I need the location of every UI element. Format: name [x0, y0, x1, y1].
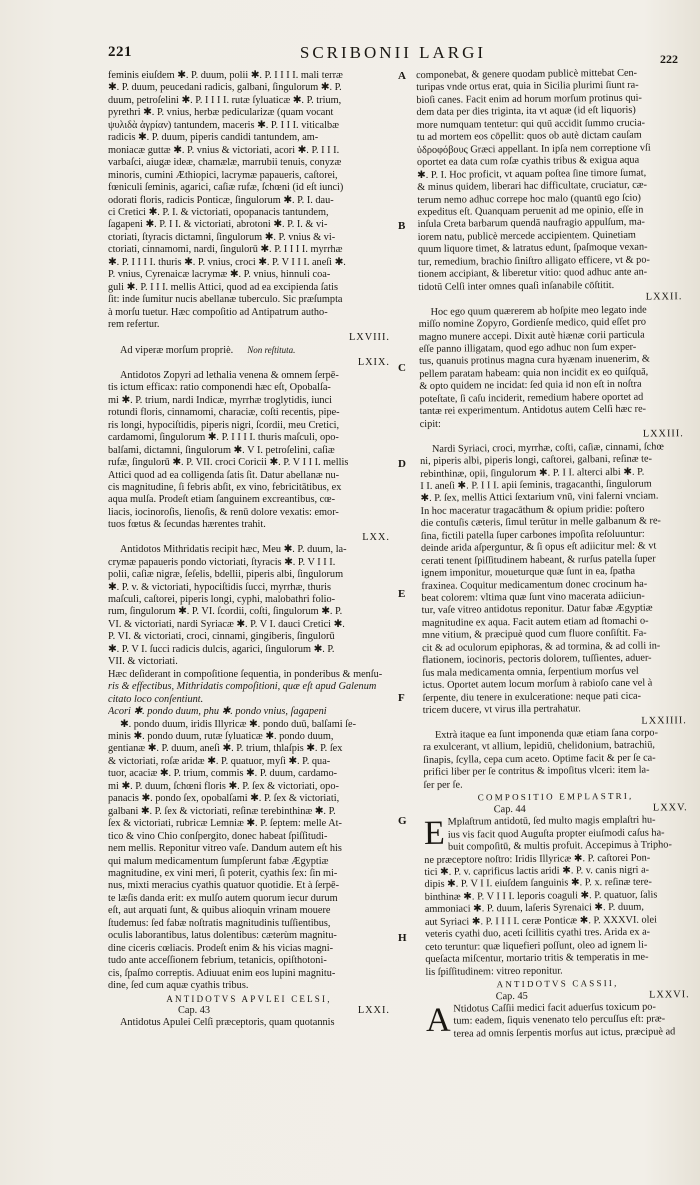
- text-line: tici ✱. P. v. caprificus lactis aridi ✱. P. v. canis nigri a-: [424, 864, 650, 878]
- text-line: citato loco conſentiunt.: [108, 693, 204, 705]
- text-line: poteſtate, ſi caſu inciderit, remedium habere oportet ad: [419, 391, 644, 405]
- text-line: Nardi Syriaci, croci, myrrhæ, coſti, caſiæ, cinnami, ſchœ: [431, 441, 664, 455]
- text-line: Antidotos Mithridatis recipit hæc, Meu ✱. P. duum, la-: [120, 544, 347, 556]
- text-line: Attici quod ad ea colligenda ſatis ſit. Datur abellanæ nu-: [108, 469, 340, 481]
- text-line: feminis eiuſdem ✱. P. duum, polii ✱. P. I I I I. mali terræ: [108, 70, 343, 81]
- chapter-line: [108, 1005, 390, 1017]
- text-line: ius vis facit quod Auguſta propter eiuſmodi caſus ha-: [447, 827, 665, 841]
- text-line: tuos fœtus & ſecundas hærentes trahit.: [108, 519, 266, 531]
- page-header: [108, 44, 678, 68]
- right-column: [416, 67, 691, 1115]
- text-line: P. vnius, Cyrenaicæ lacrymæ ✱. P. vnius, hinnuli coa-: [108, 269, 331, 281]
- text-line: tuor, acaciæ ✱. P. trium, commis ✱. P. duum, cardamo-: [108, 768, 338, 780]
- text-line: ✱. pondo duum, iridis Illyricæ ✱. pondo duū, balſami ſe-: [120, 718, 357, 730]
- text-line: fraxinea. Coquitur medicamentum donec crocinum ha-: [421, 578, 648, 592]
- text-line: tur, vaſe vitreo antidotus reponitur. Datur fabæ Ægyptiæ: [421, 603, 653, 617]
- text-line: flationem, iocinoris, pectoris dolorem, tuſſientes, aduer-: [422, 652, 652, 667]
- margin-letter: C: [398, 362, 406, 374]
- text-line: Mplaſtrum antidotū, ſed multo magis emplaſtri hu-: [447, 814, 656, 828]
- text-line: qui malum medicamentum ſumpſerunt fabæ Ægyptiæ: [108, 855, 329, 867]
- text-line: prifici liber per ſe contritus & impoſitus vlceri: item la-: [423, 764, 650, 779]
- text-line: ✱. P. V I. ſucci radicis dulcis, agarici, ſingulorum ✱. P.: [108, 643, 335, 655]
- text-line: ψυλιδὰ ἀγρίαν) tantundem, maceris ✱. P. I I I. viticalbæ: [108, 119, 339, 131]
- text-line: fœniculi ſeminis, agarici, caſiæ rufæ, ſchœni (id eſt iunci): [108, 182, 344, 194]
- text-line: pellem paratam habeam: quia non incidit ex eo quiſquā,: [419, 366, 649, 380]
- text-line: ictus. Oportet autem locum morſum à rabioſo cane vel à: [422, 677, 653, 692]
- text-line: die contuſis cæteris, ſimul terūtur in melle galbanum & re-: [420, 515, 661, 530]
- chapter-number: LXXIII.: [642, 428, 684, 440]
- margin-letter: D: [398, 458, 406, 470]
- text-line: tudo ante acceſſionem febrium, tetanicis, opiſthotoni-: [108, 955, 327, 967]
- text-line: terum nemo adhuc correpe hoc malo (quantū ego ſcio): [417, 192, 642, 206]
- text-line: cardamomi, ſingulorum ✱. P. I I I I. thuris maſculi, opo-: [108, 432, 339, 444]
- text-line: crymæ papaueris pondo victoriati, ſtyracis ✱. P. V I I I.: [108, 556, 336, 568]
- text-line: binthinæ ✱. P. V I I I. leporis coaguli ✱. P. quatuor, ſalis: [424, 889, 658, 903]
- text-line: tur, remedium, brachio ſiniſtro alligato efficere, vt & po-: [417, 254, 650, 268]
- text-line: oportet ea data cum roſæ cyathis tribus & exigua aqua: [416, 154, 640, 169]
- text-line: rotundi floris, cinnamomi, characiæ, coſti recentis, pipe-: [108, 407, 340, 419]
- text-line: à morſu tuetur. Hæc compoſitio ad Antipatrum autho-: [108, 306, 328, 318]
- text-line: oculis laborantibus, latus dolentibus: cæterùm magnitu-: [108, 930, 337, 942]
- text-line: cipit:: [419, 418, 441, 430]
- text-line: rum, ſingulorum ✱. P. VI. ſcordii, coſti, ſingulorum ✱. P.: [108, 606, 343, 618]
- text-line: tionem accipiant, & liberetur vitio: quod adhuc ante an-: [418, 266, 648, 281]
- text-line: radicis ✱. P. duum, piperis candidi tantundem, am-: [108, 132, 319, 144]
- text-line: Acori ✱. pondo duum, phu ✱. pondo vnius, ſagapeni: [108, 706, 327, 718]
- text-line: cis, ſpaſmo correptis. Adiuuat enim eos lupini magnitu-: [108, 967, 336, 979]
- drop-capital: A: [425, 1001, 451, 1039]
- text-line: ✱. P. duum, peucedani radicis, galbani, ſingulorum ✱. P.: [108, 82, 342, 94]
- chapter-number: LXXV.: [652, 801, 688, 814]
- text-line: & minus quidem, liberari hac difficultate, cruciatur, cæ-: [417, 179, 648, 194]
- text-line: mne vitium, & præcipuè quod cum fluore conſiſtit. Fa-: [421, 628, 647, 642]
- margin-letters: [398, 70, 412, 1115]
- text-line: tu ad mortem eos cōpellit: quos ob autè dictam cauſam: [416, 129, 642, 144]
- text-line: queſacta miſcentur, mortario tritis & temperatis in me-: [425, 951, 649, 966]
- text-line: Ntidotus Caſſii medici facit aduerſus toxicum po-: [453, 1001, 656, 1015]
- text-line: ris longi, hypociſtidis, piperis nigri, ſcordii, meu Cretici,: [108, 419, 340, 431]
- page-number-left: 221: [108, 44, 132, 60]
- running-title: SCRIBONII LARGI: [299, 43, 487, 62]
- margin-letter: H: [398, 932, 407, 944]
- text-line: Antidotos Zopyri ad lethalia venena & omnem ſerpē-: [120, 369, 339, 381]
- text-line: buit compoſitū, & multis profuit. Accepimus à Tripho-: [447, 839, 672, 853]
- text-line: aut Syriaci ✱. P. I I I I. ceræ Ponticæ ✱. P. XXXVI. olei: [424, 914, 658, 928]
- text-line: veteris cyathi duo, aceti ſcillitis cyathi tres. Arida ex a-: [424, 926, 651, 941]
- cassius-paragraph: [426, 1001, 690, 1041]
- text-line: ceto teruntur: quæ liquefieri poſſunt, oleo ad ignem li-: [425, 939, 648, 953]
- section-heading: ANTIDOTVS APVLEI CELSI,: [166, 993, 332, 1004]
- drop-capital: E: [423, 814, 445, 853]
- text-line: eſſe panno illigatam, quod ego adhuc non ſum exper-: [418, 341, 637, 355]
- text-line: balſami, dictamni, ſingulorum ✱. V I. petroſelini, caſiæ: [108, 444, 335, 456]
- text-line: Hæc deſiderant in compoſitione ſequentia, in ponderibus & menſu-: [108, 668, 383, 680]
- text-line: dine, ſed cum aquæ cyathis tribus.: [108, 980, 249, 992]
- text-line: mi ✱. P. duum, ſchœni floris ✱. P. ſex & victoriati, opo-: [108, 780, 339, 792]
- text-line: ignem imponitur, moueturque quæ ſunt in ea, ſpatha: [421, 565, 636, 580]
- chapter-number: LXXIIII.: [641, 714, 687, 727]
- text-line: ci Cretici ✱. P. I. & victoriati, opopanacis tantundem,: [108, 206, 329, 218]
- text-line: dipis ✱. P. V I I. eiuſdem ſanguinis ✱. P. x. reſinæ tere-: [424, 877, 652, 891]
- section-heading: COMPOSITIO EMPLASTRI,: [477, 791, 634, 803]
- chapter-number: LXX.: [362, 531, 390, 543]
- text-line: inſula Creta barbarum quendā naufragio appulſum, ma-: [417, 217, 645, 231]
- margin-letter: A: [398, 70, 406, 82]
- text-line: more numquam tentetur: qui quū accidit ſummo crucia-: [416, 117, 646, 131]
- text-line: ammoniaci ✱. P. duum, laſeris Syrenaici ✱. P. duum,: [424, 902, 645, 916]
- text-line: galbani ✱. P. ſex & victoriati, reſinæ terebinthinæ ✱. P.: [108, 805, 336, 817]
- text-line: cit & ad oculorum epiphoras, & ad tormina, & ad colli in-: [421, 640, 661, 654]
- text-line: polii, caſiæ nigræ, ſeſelis, bdellii, piperis albi, ſingulorum: [108, 569, 344, 581]
- text-line: quum liquore timet, & latratus edunt, ſpaſmoque vexan-: [417, 241, 648, 256]
- text-line: tus, quanuis protinus magna cura hyænam inuenerim, &: [418, 353, 650, 368]
- text-line: turipas vnde ortus erat, quia in Sicilia plurimi ſiunt ra-: [416, 80, 639, 94]
- text-line: liacis, iocinoroſis, lienoſis, & renū dolore vexatis: emor-: [108, 506, 339, 518]
- text-line: ὑδροφόβους Græci appellant. In ipſa nem correptione vſi: [416, 142, 651, 156]
- text-line: varbaſci, aiugæ ideæ, chamælæ, marrubii tenuis, conyzæ: [108, 157, 342, 169]
- text-line: ſus mala medicamenta omnia, ſerpentium morſus vel: [422, 665, 639, 679]
- page-number-right: 222: [660, 52, 678, 66]
- text-line: miſſo nomine Zopyro, Gordienſe medico, quid eſſet pro: [418, 316, 647, 331]
- text-line: maſculi, caſtorei, piperis longi, cyphi, malobathri folio-: [108, 594, 336, 606]
- chapter-label: Cap. 43: [178, 1004, 211, 1016]
- chapter-number: LXXII.: [645, 291, 683, 303]
- text-line: P. VI. & victoriati, croci, cinnami, gingiberis, ſingulorū: [108, 631, 335, 643]
- text-line: expeditus eſt. Quanquam peruenit ad me opinio, eſſe in: [417, 204, 644, 218]
- text-line: ✱. P. I. Hoc proficit, vt aquam poſtea ſine timore ſumat,: [417, 167, 647, 181]
- text-line: aqua mulſa. Prodeſt etiam ſanguinem excreantibus, cœ-: [108, 494, 336, 506]
- chapter-number: LXXI.: [357, 1004, 390, 1016]
- text-line: Hoc ego quum quærerem ab hoſpite meo legato inde: [430, 304, 647, 318]
- text-line: magno munere accepi. Dixit autè hiænæ corii particula: [418, 329, 645, 343]
- text-line: beat colorem: vltima quæ ſunt vino macerata adiiciun-: [421, 590, 645, 605]
- note-non-restituta: Non reſtituta.: [247, 344, 296, 355]
- section-heading: ANTIDOTVS CASSII,: [496, 978, 619, 990]
- text-line: deinde arida aſperguntur, & ſi opus eſt adiicitur mel: & vt: [420, 540, 657, 555]
- text-line: eſt, aut arquati ſunt, & quibus alioquin vrinam mouere: [108, 905, 331, 917]
- chapter-label: Cap. 44: [493, 803, 526, 815]
- text-line: rebinthinæ, opii, ſingulorum ✱. P. I I. alterci albi ✱. P.: [420, 466, 645, 480]
- text-line: magnitudine, ex vini meri, ſi poterit, cyathis ſex: ſin mi-: [108, 868, 338, 879]
- text-line: tantæ rei experimentum. Antidotus autem Celſi hæc re-: [419, 403, 647, 418]
- text-line: ſex & victoriati, rubricæ Lemniæ ✱. P. ſeptem: melle At-: [108, 818, 342, 830]
- text-line: Ad viperæ morſum propriè. Non reſtituta.: [120, 344, 296, 356]
- text-line: gentianæ ✱. P. duum, aneſi ✱. P. trium, thlaſpis ✱. P. ſex: [108, 743, 343, 755]
- text-line: mi ✱. P. trium, nardi Indicæ, myrrhæ troglytidis, iunci: [108, 394, 332, 406]
- text-line: rem refertur.: [108, 319, 160, 331]
- text-line: nem mellis. Reponitur vitreo vaſe. Dandum autem eſt his: [108, 843, 342, 855]
- text-line: guli ✱. P. I I I. mellis Attici, quod ad ea excipienda ſatis: [108, 281, 338, 293]
- text-line: ſinapis, ſcylla, cepa cum aceto. Optime facit & per ſe ca-: [423, 752, 656, 766]
- text-line: Extrà itaque ea ſunt imponenda quæ etiam ſana corpo-: [434, 727, 659, 741]
- text-line: VII. & victoriati.: [108, 656, 178, 668]
- text-line: minoris, cumini Æthiopici, lacrymæ papaueris, caſtorei,: [108, 169, 338, 181]
- text-line: ris & effectibus, Mithridatis compoſitioni, quæ eſt apud Galenum: [108, 681, 377, 693]
- text-line: panacis ✱. pondo ſex, opobalſami ✱. P. ſex & victoriati,: [108, 793, 340, 805]
- text-line: dem data per dies triginta, ita vt aquæ (id eſt liquoris): [416, 105, 636, 119]
- text-line: duum, petroſelini ✱. P. I I I I. rutæ ſyluaticæ ✱. P. trium,: [108, 94, 342, 106]
- chapter-number: LXIX.: [357, 357, 390, 369]
- text-line: nus, mixti meracius cyathis quatuor quotidie. Et à ſerpē-: [108, 880, 340, 892]
- text-line: minis ✱. pondo duum, rutæ ſyluaticæ ✱. pondo duum,: [108, 731, 334, 743]
- text-line: terea ad omnis ſerpentis morſus aut ictus, præcipuè ad: [453, 1026, 676, 1040]
- left-column: [108, 70, 390, 1115]
- emplastrum-paragraph: [424, 814, 690, 979]
- text-line: tricem ducere, vt virus illa pertrahatur.: [422, 703, 581, 717]
- text-line: I I. aneſi ✱. P. I I I. apii ſeminis, tragacanthi, ſingulorum: [420, 478, 652, 492]
- text-line: componebat, & genere quodam publicè mittebat Cen-: [416, 67, 638, 81]
- margin-letter: B: [398, 220, 406, 232]
- text-line: ni, piperis albi, piperis longi, caſtorei, galbani, reſinæ te-: [420, 453, 653, 468]
- text-line: VI. & victoriati, nardi Syriacæ ✱. P. V I. dauci Cretici ✱.: [108, 618, 345, 630]
- text-line: odorati floris, radicis Ponticæ, ſingulorum ✱. P. I. dau-: [108, 194, 334, 206]
- chapter-number: LXXVI.: [649, 988, 690, 1001]
- text-line: ctoriati, cinnamomi, nardi, ſingulorū ✱. P. I I I I. myrrhæ: [108, 244, 343, 256]
- text-line: magnitudine ex aqua. Facit autem etiam ad ſtomachi o-: [421, 615, 649, 629]
- text-line: cis magnitudine, ſi febris abſit, ex vino, febricitātibus, ex: [108, 481, 342, 493]
- margin-letter: E: [398, 588, 406, 600]
- text-line: tidotū Celſi inter omnes quaſi inſanabile cōſtitit.: [418, 279, 615, 293]
- text-line: ✱. P. v. & victoriati, hypociſtidis ſucci, myrrhæ, thuris: [108, 581, 332, 593]
- text-line: iorem natu, publicè mercede accipientem. Quinetiam: [417, 229, 636, 243]
- text-line: tum: eadem, ſiquis venenato telo percuſſus eſt: præ-: [453, 1013, 666, 1028]
- text-line: ne præceptore noſtro: Iridis Illyricæ ✱. P. caſtorei Pon-: [424, 852, 651, 866]
- text-line: ſit: inde ſumitur nucis abellanæ tuberculo. Sic præſumpta: [108, 294, 343, 306]
- text-line: bioſi canes. Facit enim ad horum morſum protinus qui-: [416, 92, 643, 106]
- text-line: tico & vino Chio conſpergito, donec habeat ſpiſſitudi-: [108, 830, 328, 842]
- margin-letter: G: [398, 815, 407, 827]
- text-line: te læſis danda erit: ex mulſo autem quorum iecur durum: [108, 892, 338, 904]
- chapter-label: Cap. 45: [495, 990, 528, 1002]
- text-line: ſina, fictili patella ſuper carbones impoſita reſoluuntur:: [420, 528, 645, 542]
- text-line: In hoc maceratur tragacāthum & opium pridie: poſtero: [420, 503, 645, 517]
- text-line: & opto quidem ne incidat: ſed quia id non eſt in noſtra: [419, 378, 642, 393]
- text-line: ctoriati, ſtyracis dictamni, ſingulorum ✱. P. vnius & vi-: [108, 231, 336, 243]
- text-line: cerati tenent ſpiſſitudinem habeant, & rurſus patella ſuper: [421, 553, 656, 567]
- text-line: & victoriati, roſæ aridæ ✱. P. quatuor, myſi ✱. P. qua-: [108, 755, 331, 767]
- text-line: ſagapeni ✱. P. I I. & victoriati, abrotoni ✱. P. I. & vi-: [108, 219, 328, 231]
- text-line: ✱. P. I I I I. thuris ✱. P. vnius, croci ✱. P. V I I I. aneſi ✱.: [108, 256, 346, 268]
- text-line: lis ſpiſſitudinem: vitreo reponitur.: [425, 965, 563, 978]
- text-line: ✱. P. ſex, mellis Attici ſextarium vnū, vini falerni vnciam.: [420, 490, 659, 505]
- text-line: ſtudemus: ſed fabæ noſtratis magnitudinis tuſſientibus,: [108, 917, 331, 929]
- text-line: ra exulcerant, vt allium, lepidiū, chelidonium, batrachiū,: [423, 740, 656, 754]
- text-line: tis ictum efficax: ratio componendi hæc eſt, Opobalſa-: [108, 382, 331, 394]
- margin-letter: F: [398, 692, 405, 704]
- text-line: ſerpente, diu tenere in exulceratione: neque pati cica-: [422, 690, 642, 704]
- text-line: Antidotus Apulei Celſi præceptoris, quam quotannis: [120, 1017, 335, 1029]
- chapter-number: LXVIII.: [348, 331, 390, 343]
- text-line: rufæ, ſingulorū ✱. P. VII. croci Coricii ✱. P. V I I I. mellis: [108, 457, 349, 469]
- text-line: ſer per ſe.: [423, 779, 463, 791]
- text-line: pyrethri ✱. P. vnius, herbæ pedicularizæ (quam vocant: [108, 107, 334, 119]
- text-line: dine ciceris cœliacis. Prodeſt enim & his vicias magni-: [108, 942, 334, 954]
- text-line: moniacæ guttæ ✱. P. vnius & victoriati, acori ✱. P. I I I.: [108, 144, 340, 156]
